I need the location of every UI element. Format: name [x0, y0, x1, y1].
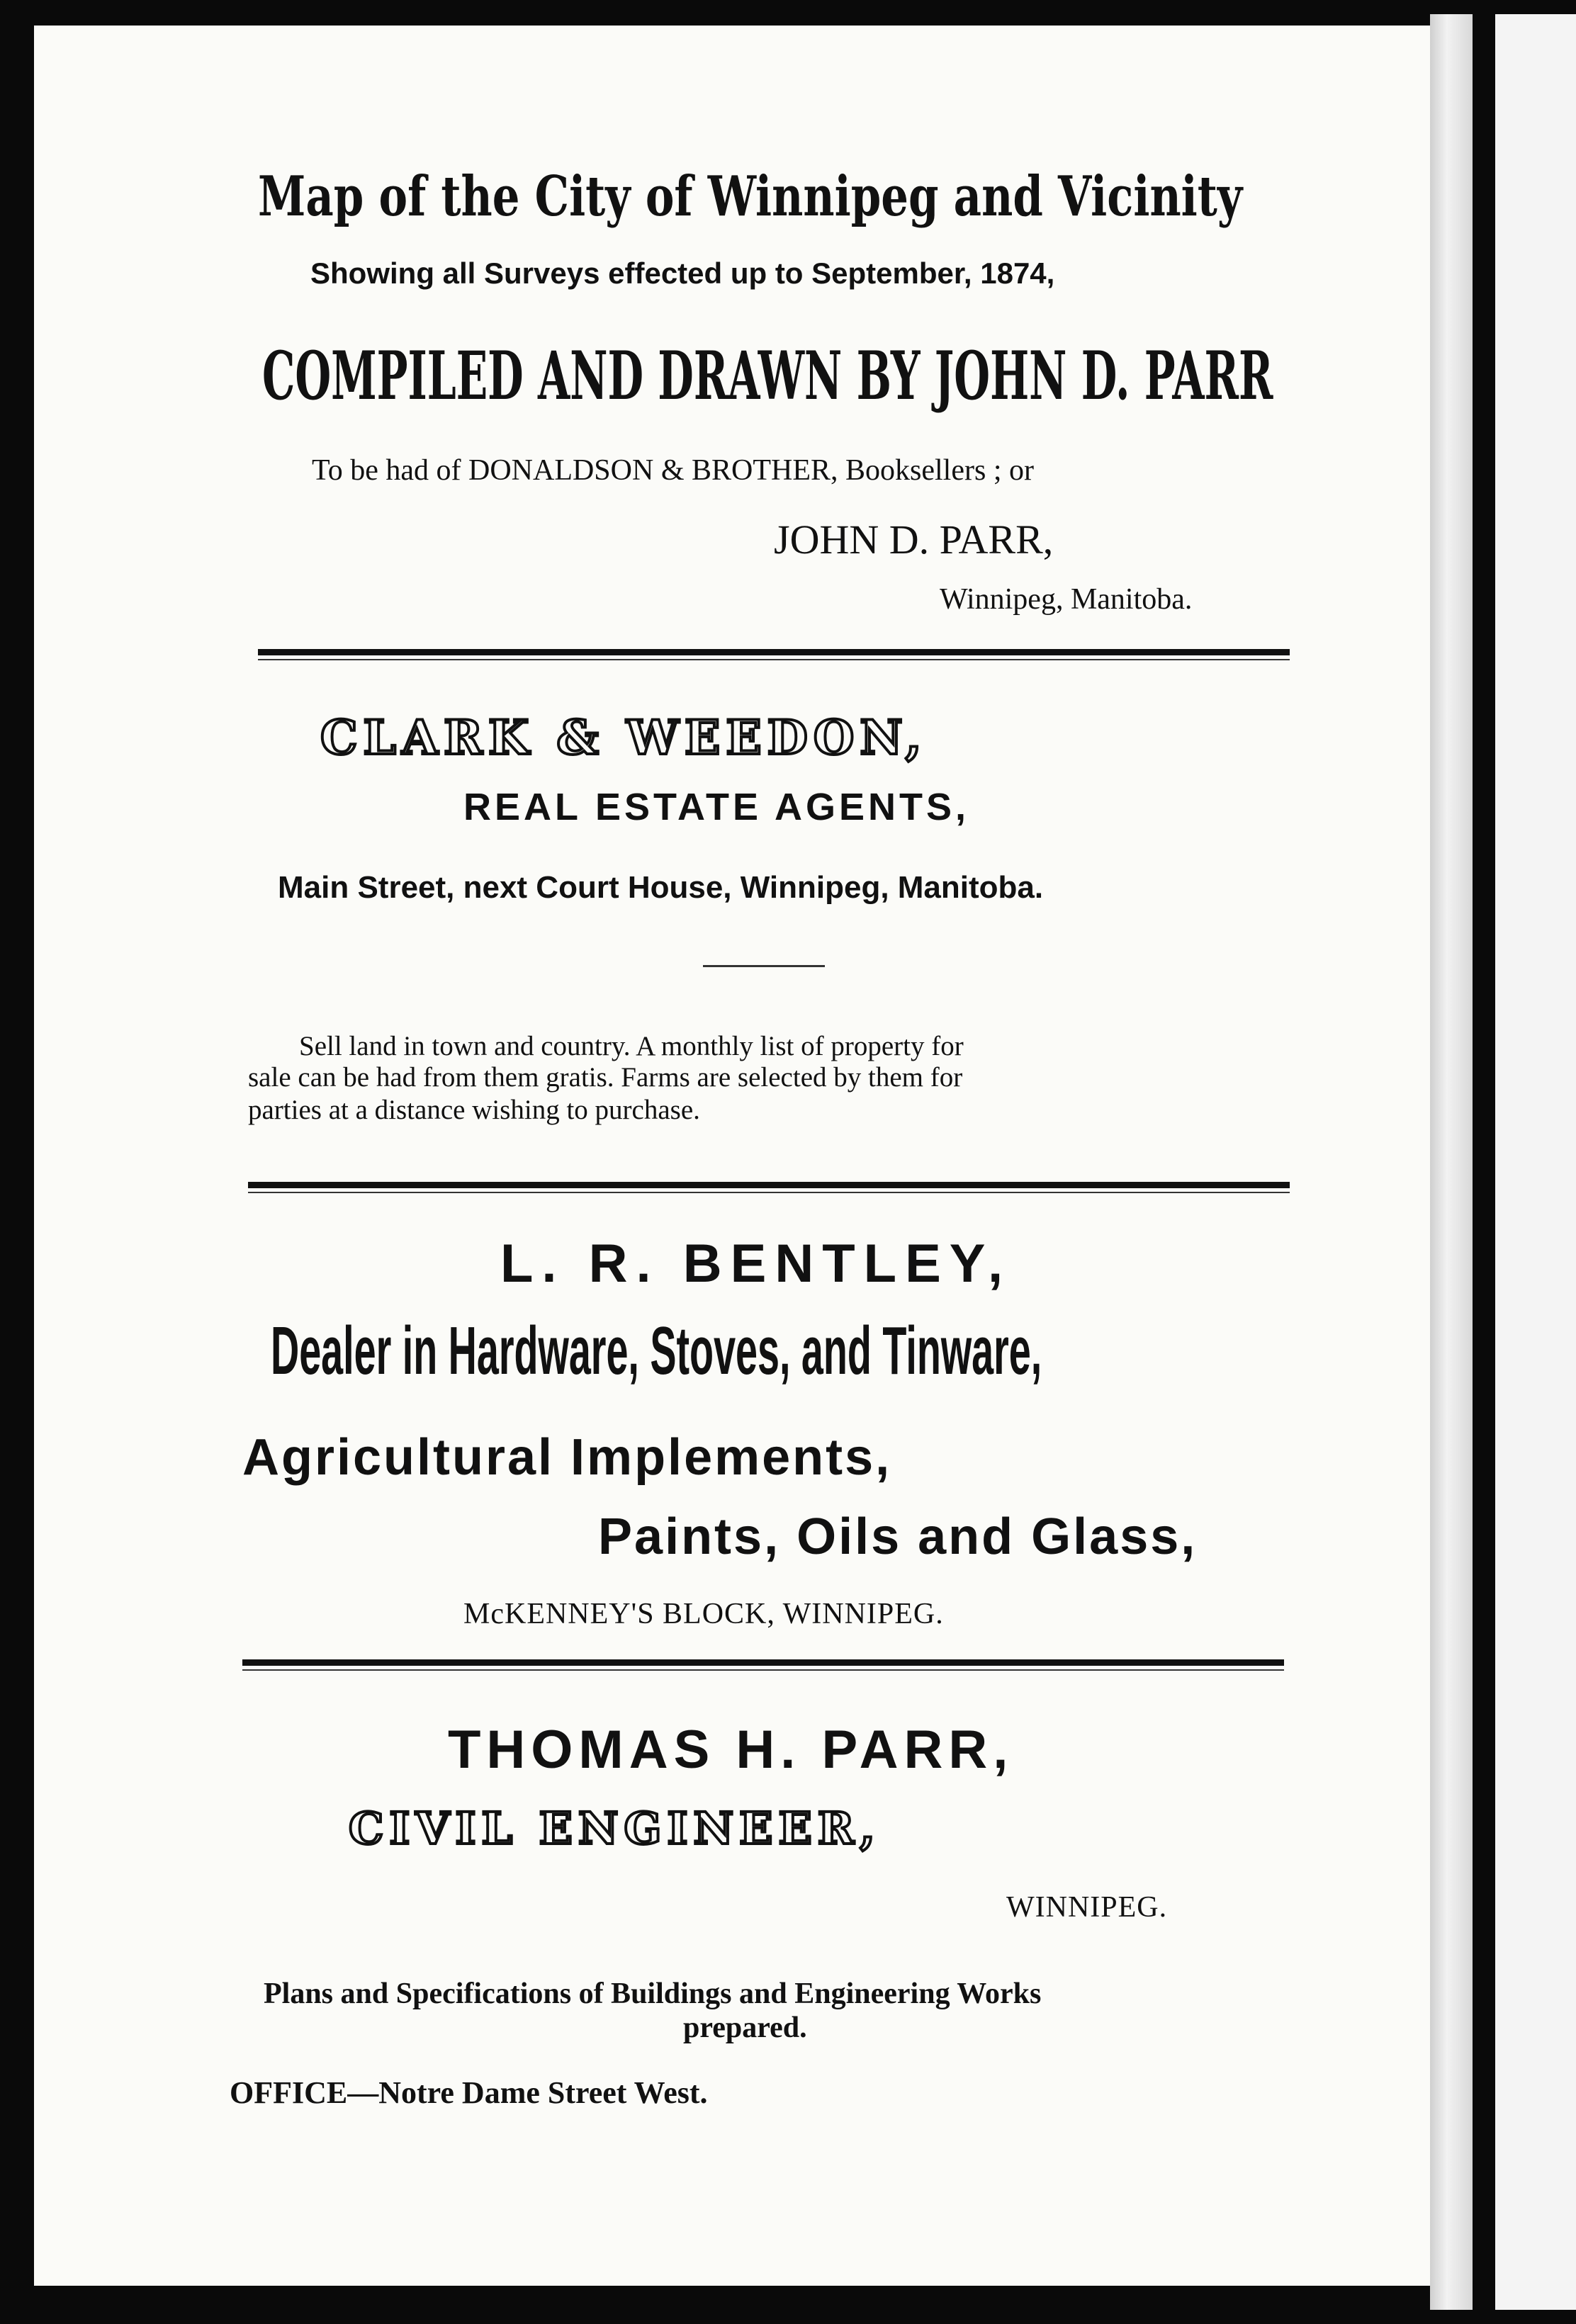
map-compiler: COMPILED AND DRAWN BY JOHN D. PARR — [262, 337, 1273, 415]
clark-firm-name: CLARK & WEEDON, — [320, 710, 928, 765]
parr-body-line: Plans and Specifications of Buildings and Engineering Works — [264, 1978, 1042, 2010]
parr-profession: CIVIL ENGINEER, — [349, 1803, 881, 1854]
divider-rule — [242, 1669, 1284, 1671]
bentley-line2: Agricultural Implements, — [242, 1429, 892, 1486]
parr-location: WINNIPEG. — [1006, 1891, 1168, 1924]
divider-rule — [248, 1192, 1290, 1193]
short-rule — [703, 965, 825, 967]
map-availability: To be had of DONALDSON & BROTHER, Booksellers ; or — [312, 454, 1034, 487]
map-author-name: JOHN D. PARR, — [774, 517, 1054, 563]
bentley-address: McKENNEY'S BLOCK, WINNIPEG. — [463, 1598, 944, 1630]
map-author-location: Winnipeg, Manitoba. — [940, 583, 1193, 616]
divider-rule — [258, 659, 1290, 660]
parr-office: OFFICE—Notre Dame Street West. — [230, 2075, 708, 2110]
page-edge-shadow — [1430, 14, 1473, 2310]
divider-rule — [258, 649, 1290, 655]
bentley-line3: Paints, Oils and Glass, — [598, 1508, 1198, 1565]
clark-profession: REAL ESTATE AGENTS, — [463, 786, 970, 828]
clark-body-line: parties at a distance wishing to purchase. — [248, 1095, 700, 1125]
bentley-name: L. R. BENTLEY, — [500, 1234, 1012, 1294]
adjacent-page — [1495, 14, 1576, 2310]
advertisement-page — [34, 26, 1430, 2286]
bentley-line1: Dealer in Hardware, Stoves, and Tinware, — [271, 1313, 1042, 1389]
clark-body-line: Sell land in town and country. A monthly list of property for — [299, 1031, 964, 1061]
map-title: Map of the City of Winnipeg and Vicinity — [258, 164, 1243, 229]
clark-address: Main Street, next Court House, Winnipeg, Manitoba. — [278, 870, 1044, 905]
map-subtitle: Showing all Surveys effected up to September, 1874, — [310, 256, 1055, 290]
parr-body-line: prepared. — [683, 2012, 807, 2044]
divider-rule — [248, 1182, 1290, 1188]
parr-name: THOMAS H. PARR, — [448, 1720, 1014, 1780]
divider-rule — [242, 1659, 1284, 1666]
clark-body-line: sale can be had from them gratis. Farms are selected by them for — [248, 1062, 963, 1093]
